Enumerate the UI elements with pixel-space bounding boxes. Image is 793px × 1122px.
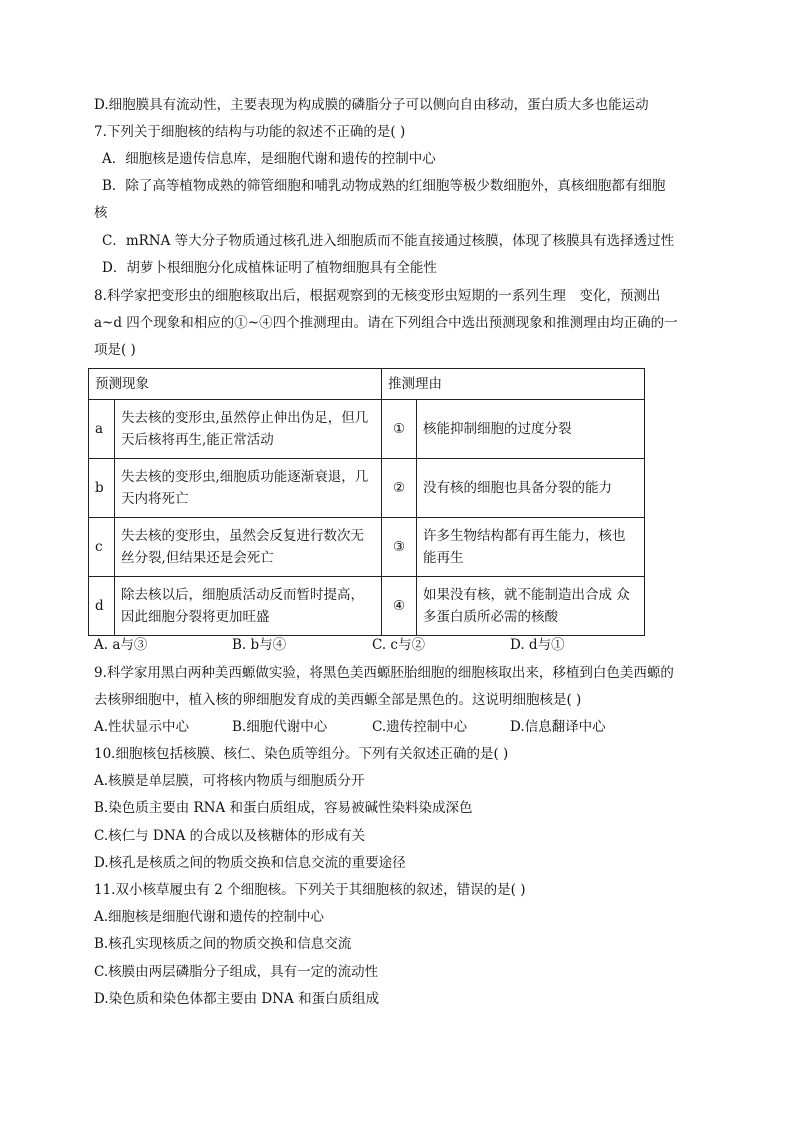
q10-option-c: C.核仁与 DNA 的合成以及核糖体的形成有关	[94, 828, 366, 844]
q9-option-c: C.遗传控制中心	[372, 719, 468, 735]
header-reason: 推测理由	[382, 369, 645, 400]
q7-option-d: D．胡萝卜根细胞分化成植株证明了植物细胞具有全能性	[102, 260, 437, 276]
table-row	[89, 577, 645, 636]
q9-stem-line1: 9.科学家用黑白两种美西螈做实验，将黑色美西螈胚胎细胞的细胞核取出来，移植到白色美西螈的	[94, 665, 674, 681]
q10-option-a: A.核膜是单层膜，可将核内物质与细胞质分开	[94, 773, 365, 789]
q8-options	[94, 636, 654, 654]
row-phenomenon: 失去核的变形虫,虽然停止伸出伪足，但几天后核将再生,能正常活动	[115, 400, 382, 459]
q8-option-c: C. c与②	[372, 637, 425, 653]
q7-option-c: C．mRNA 等大分子物质通过核孔进入细胞质而不能直接通过核膜，体现了核膜具有选择透过性	[102, 233, 675, 249]
q7-option-b: B．除了高等植物成熟的筛管细胞和哺乳动物成熟的红细胞等极少数细胞外，真核细胞都有细胞	[102, 178, 666, 194]
q11-stem: 11.双小核草履虫有 2 个细胞核。下列关于其细胞核的叙述，错误的是( )	[94, 882, 526, 898]
q10-option-d: D.核孔是核质之间的物质交换和信息交流的重要途径	[94, 855, 406, 871]
row-number: ③	[382, 518, 417, 577]
row-label: a	[89, 400, 115, 459]
header-phenomenon: 预测现象	[89, 369, 382, 400]
q8-option-d: D. d与①	[510, 637, 565, 653]
row-number: ①	[382, 400, 417, 459]
row-reason: 核能抑制细胞的过度分裂	[417, 400, 645, 459]
table-row	[89, 400, 645, 459]
q11-option-d: D.染色质和染色体都主要由 DNA 和蛋白质组成	[94, 991, 380, 1007]
q7-stem: 7.下列关于细胞核的结构与功能的叙述不正确的是( )	[94, 124, 406, 140]
row-phenomenon: 除去核以后，细胞质活动反而暂时提高，因此细胞分裂将更加旺盛	[115, 577, 382, 636]
q9-stem-line2: 去核卵细胞中，植入核的卵细胞发育成的美西螈全部是黑色的。这说明细胞核是( )	[94, 692, 582, 708]
q10-stem: 10.细胞核包括核膜、核仁、染色质等组分。下列有关叙述正确的是( )	[94, 746, 509, 762]
q8-stem-line3: 项是( )	[94, 342, 136, 358]
q7-option-b-cont: 核	[94, 205, 108, 221]
q9-options	[94, 718, 694, 736]
row-label: d	[89, 577, 115, 636]
q9-option-d: D.信息翻译中心	[510, 719, 606, 735]
q7-option-a: A．细胞核是遗传信息库，是细胞代谢和遗传的控制中心	[102, 151, 436, 167]
q9-option-b: B.细胞代谢中心	[232, 719, 328, 735]
q6-option-d: D.细胞膜具有流动性，主要表现为构成膜的磷脂分子可以侧向自由移动，蛋白质大多也能运动	[94, 97, 649, 113]
q11-option-a: A.细胞核是细胞代谢和遗传的控制中心	[94, 909, 325, 925]
q8-option-b: B. b与④	[232, 637, 287, 653]
q9-option-a: A.性状显示中心	[94, 719, 190, 735]
row-reason: 如果没有核，就不能制造出合成 众多蛋白质所必需的核酸	[417, 577, 645, 636]
row-number: ④	[382, 577, 417, 636]
q8-table-header	[89, 369, 645, 400]
row-phenomenon: 失去核的变形虫，虽然会反复进行数次无丝分裂,但结果还是会死亡	[115, 518, 382, 577]
q8-option-a: A. a与③	[94, 637, 148, 653]
row-label: b	[89, 459, 115, 518]
q10-option-b: B.染色质主要由 RNA 和蛋白质组成，容易被碱性染料染成深色	[94, 800, 473, 816]
row-number: ②	[382, 459, 417, 518]
row-reason: 许多生物结构都有再生能力，核也能再生	[417, 518, 645, 577]
q8-stem-line1: 8.科学家把变形虫的细胞核取出后，根据观察到的无核变形虫短期的一系列生理 变化，预测出	[94, 288, 661, 304]
row-phenomenon: 失去核的变形虫,细胞质功能逐渐衰退，几天内将死亡	[115, 459, 382, 518]
q8-table	[88, 368, 645, 636]
table-row	[89, 518, 645, 577]
q11-option-c: C.核膜由两层磷脂分子组成，具有一定的流动性	[94, 964, 379, 980]
row-label: c	[89, 518, 115, 577]
table-row	[89, 459, 645, 518]
q11-option-b: B.核孔实现核质之间的物质交换和信息交流	[94, 936, 352, 952]
row-reason: 没有核的细胞也具备分裂的能力	[417, 459, 645, 518]
q8-stem-line2: a~d 四个现象和相应的①~④四个推测理由。请在下列组合中选出预测现象和推测理由均正确的一	[94, 315, 678, 331]
